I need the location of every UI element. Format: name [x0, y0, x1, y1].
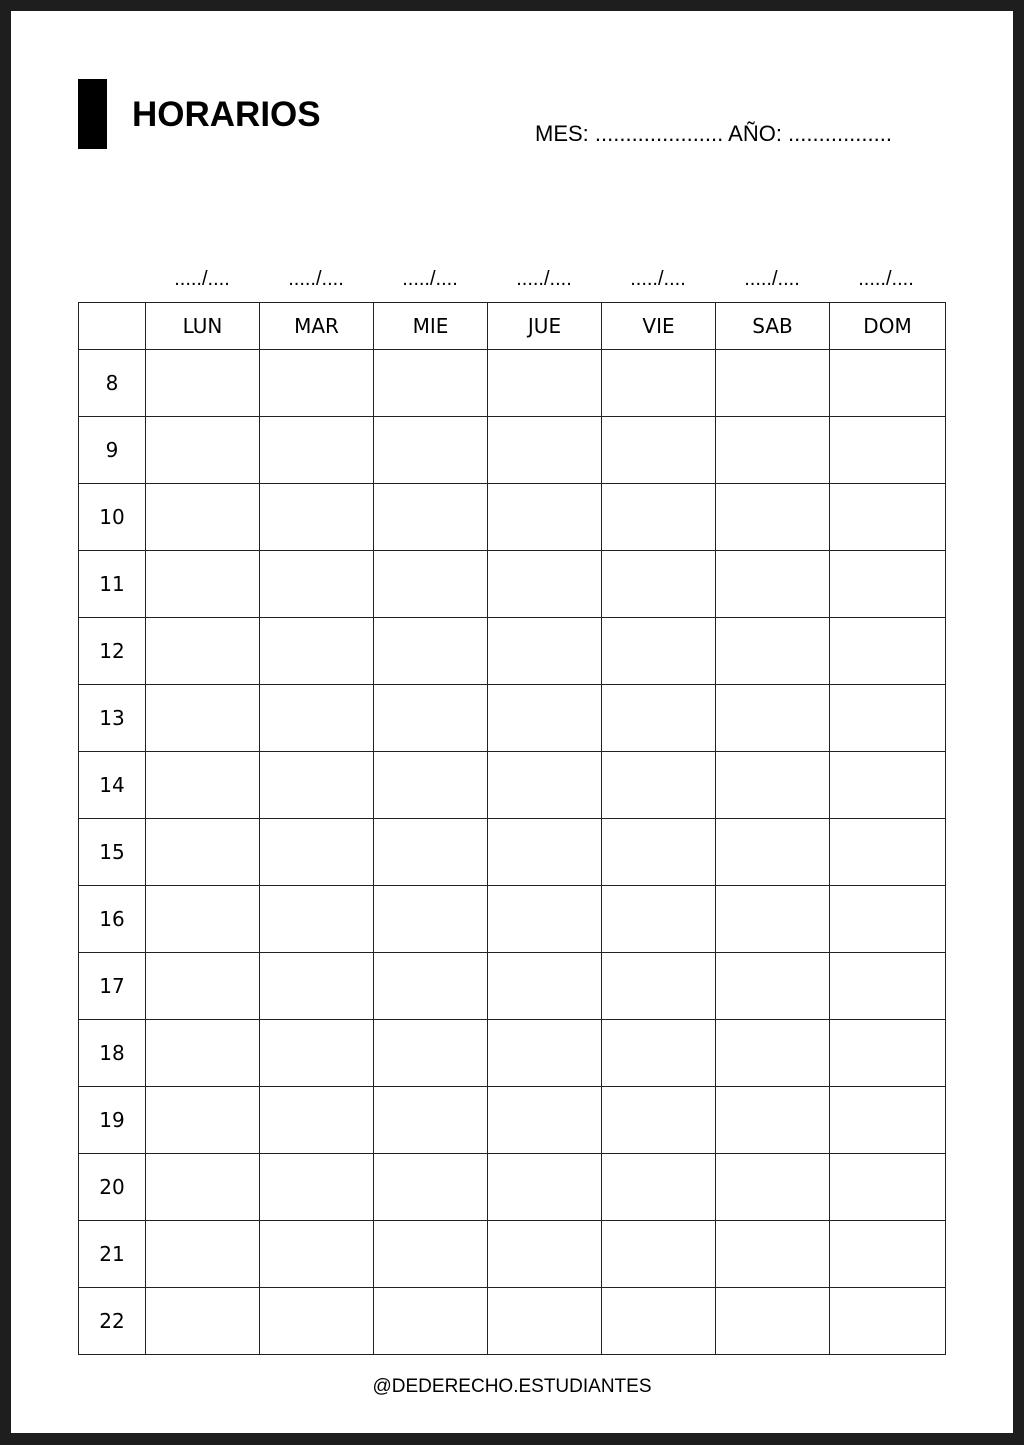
- hour-row: [79, 819, 946, 886]
- schedule-cell-mar[interactable]: [260, 685, 374, 752]
- page-title: HORARIOS: [132, 95, 321, 134]
- schedule-cell-lun[interactable]: [146, 819, 260, 886]
- schedule-cell-lun[interactable]: [146, 953, 260, 1020]
- schedule-cell-jue[interactable]: [488, 484, 602, 551]
- schedule-cell-dom[interactable]: [830, 1020, 946, 1087]
- schedule-cell-vie[interactable]: [602, 752, 716, 819]
- hour-row: [79, 1288, 946, 1355]
- schedule-cell-sab[interactable]: [716, 752, 830, 819]
- hour-label: 22: [79, 1288, 146, 1355]
- schedule-cell-vie[interactable]: [602, 1087, 716, 1154]
- schedule-cell-mar[interactable]: [260, 1154, 374, 1221]
- hour-row: [79, 886, 946, 953]
- schedule-cell-sab[interactable]: [716, 685, 830, 752]
- schedule-cell-sab[interactable]: [716, 350, 830, 417]
- schedule-cell-vie[interactable]: [602, 1154, 716, 1221]
- hour-label: 13: [79, 685, 146, 752]
- hour-label: 9: [79, 417, 146, 484]
- schedule-cell-lun[interactable]: [146, 1087, 260, 1154]
- day-header-lun: LUN: [146, 303, 260, 350]
- date-slot-sab[interactable]: ...../....: [744, 268, 800, 290]
- schedule-cell-mie[interactable]: [374, 886, 488, 953]
- schedule-cell-lun[interactable]: [146, 1221, 260, 1288]
- schedule-cell-lun[interactable]: [146, 350, 260, 417]
- schedule-cell-mie[interactable]: [374, 484, 488, 551]
- hour-label: 18: [79, 1020, 146, 1087]
- hour-row: [79, 551, 946, 618]
- schedule-cell-lun[interactable]: [146, 1020, 260, 1087]
- hour-row: [79, 1087, 946, 1154]
- schedule-cell-mie[interactable]: [374, 618, 488, 685]
- schedule-cell-vie[interactable]: [602, 886, 716, 953]
- schedule-cell-mar[interactable]: [260, 417, 374, 484]
- date-slot-dom[interactable]: ...../....: [858, 268, 914, 290]
- schedule-cell-jue[interactable]: [488, 953, 602, 1020]
- schedule-cell-jue[interactable]: [488, 886, 602, 953]
- schedule-cell-sab[interactable]: [716, 1221, 830, 1288]
- schedule-cell-dom[interactable]: [830, 484, 946, 551]
- date-slot-lun[interactable]: ...../....: [174, 268, 230, 290]
- schedule-cell-jue[interactable]: [488, 1020, 602, 1087]
- schedule-cell-dom[interactable]: [830, 1154, 946, 1221]
- hour-label: 20: [79, 1154, 146, 1221]
- schedule-cell-lun[interactable]: [146, 886, 260, 953]
- date-slot-jue[interactable]: ...../....: [516, 268, 572, 290]
- schedule-cell-mie[interactable]: [374, 1221, 488, 1288]
- schedule-cell-dom[interactable]: [830, 685, 946, 752]
- day-header-sab: SAB: [716, 303, 830, 350]
- schedule-cell-jue[interactable]: [488, 752, 602, 819]
- schedule-cell-mar[interactable]: [260, 953, 374, 1020]
- hour-row: [79, 1221, 946, 1288]
- schedule-cell-dom[interactable]: [830, 886, 946, 953]
- schedule-cell-mar[interactable]: [260, 819, 374, 886]
- schedule-cell-mie[interactable]: [374, 953, 488, 1020]
- schedule-cell-jue[interactable]: [488, 1087, 602, 1154]
- hour-row: [79, 752, 946, 819]
- schedule-cell-mie[interactable]: [374, 1087, 488, 1154]
- schedule-cell-dom[interactable]: [830, 752, 946, 819]
- schedule-cell-lun[interactable]: [146, 752, 260, 819]
- schedule-cell-dom[interactable]: [830, 1087, 946, 1154]
- schedule-cell-vie[interactable]: [602, 819, 716, 886]
- schedule-cell-vie[interactable]: [602, 1221, 716, 1288]
- hour-row: [79, 350, 946, 417]
- schedule-cell-vie[interactable]: [602, 1020, 716, 1087]
- hour-row: [79, 417, 946, 484]
- schedule-cell-vie[interactable]: [602, 484, 716, 551]
- schedule-cell-jue[interactable]: [488, 685, 602, 752]
- hour-row: [79, 484, 946, 551]
- schedule-cell-sab[interactable]: [716, 886, 830, 953]
- schedule-cell-sab[interactable]: [716, 484, 830, 551]
- schedule-cell-sab[interactable]: [716, 551, 830, 618]
- schedule-cell-vie[interactable]: [602, 953, 716, 1020]
- schedule-cell-mie[interactable]: [374, 1020, 488, 1087]
- schedule-cell-vie[interactable]: [602, 350, 716, 417]
- schedule-cell-mie[interactable]: [374, 685, 488, 752]
- day-header-mie: MIE: [374, 303, 488, 350]
- schedule-cell-vie[interactable]: [602, 618, 716, 685]
- day-header-mar: MAR: [260, 303, 374, 350]
- month-year-field: MES: ..................... AÑO: .................: [535, 121, 892, 146]
- schedule-cell-sab[interactable]: [716, 1087, 830, 1154]
- schedule-cell-jue[interactable]: [488, 1288, 602, 1355]
- schedule-cell-vie[interactable]: [602, 685, 716, 752]
- schedule-cell-vie[interactable]: [602, 551, 716, 618]
- schedule-cell-lun[interactable]: [146, 484, 260, 551]
- schedule-cell-lun[interactable]: [146, 618, 260, 685]
- schedule-cell-dom[interactable]: [830, 417, 946, 484]
- date-slot-mie[interactable]: ...../....: [402, 268, 458, 290]
- hour-row: [79, 1020, 946, 1087]
- corner-cell: [79, 303, 146, 350]
- schedule-cell-mar[interactable]: [260, 551, 374, 618]
- schedule-cell-jue[interactable]: [488, 1154, 602, 1221]
- schedule-cell-jue[interactable]: [488, 618, 602, 685]
- day-header-row: [79, 303, 946, 350]
- day-header-jue: JUE: [488, 303, 602, 350]
- schedule-cell-dom[interactable]: [830, 350, 946, 417]
- schedule-cell-mie[interactable]: [374, 752, 488, 819]
- hour-label: 19: [79, 1087, 146, 1154]
- schedule-cell-sab[interactable]: [716, 417, 830, 484]
- schedule-cell-mar[interactable]: [260, 886, 374, 953]
- hour-row: [79, 685, 946, 752]
- schedule-cell-sab[interactable]: [716, 1154, 830, 1221]
- schedule-cell-dom[interactable]: [830, 1221, 946, 1288]
- date-slot-mar[interactable]: ...../....: [288, 268, 344, 290]
- schedule-cell-lun[interactable]: [146, 1288, 260, 1355]
- schedule-cell-jue[interactable]: [488, 551, 602, 618]
- hour-label: 16: [79, 886, 146, 953]
- schedule-cell-dom[interactable]: [830, 819, 946, 886]
- day-header-dom: DOM: [830, 303, 946, 350]
- schedule-cell-lun[interactable]: [146, 551, 260, 618]
- schedule-cell-mie[interactable]: [374, 551, 488, 618]
- schedule-cell-sab[interactable]: [716, 1288, 830, 1355]
- date-slot-vie[interactable]: ...../....: [630, 268, 686, 290]
- schedule-cell-jue[interactable]: [488, 1221, 602, 1288]
- schedule-cell-vie[interactable]: [602, 417, 716, 484]
- hour-label: 10: [79, 484, 146, 551]
- schedule-cell-dom[interactable]: [830, 953, 946, 1020]
- hour-row: [79, 618, 946, 685]
- schedule-cell-sab[interactable]: [716, 1020, 830, 1087]
- hour-row: [79, 953, 946, 1020]
- schedule-cell-mie[interactable]: [374, 350, 488, 417]
- schedule-cell-mar[interactable]: [260, 752, 374, 819]
- schedule-page: [11, 11, 1013, 1433]
- schedule-cell-mie[interactable]: [374, 1288, 488, 1355]
- schedule-cell-mar[interactable]: [260, 1221, 374, 1288]
- schedule-cell-dom[interactable]: [830, 551, 946, 618]
- hour-label: 11: [79, 551, 146, 618]
- title-accent-bar: [78, 79, 107, 149]
- schedule-cell-vie[interactable]: [602, 1288, 716, 1355]
- schedule-cell-dom[interactable]: [830, 1288, 946, 1355]
- hour-row: [79, 1154, 946, 1221]
- schedule-cell-jue[interactable]: [488, 417, 602, 484]
- hour-label: 12: [79, 618, 146, 685]
- schedule-cell-jue[interactable]: [488, 350, 602, 417]
- day-header-vie: VIE: [602, 303, 716, 350]
- schedule-cell-mar[interactable]: [260, 1288, 374, 1355]
- schedule-cell-mar[interactable]: [260, 1020, 374, 1087]
- schedule-cell-sab[interactable]: [716, 953, 830, 1020]
- schedule-cell-mar[interactable]: [260, 484, 374, 551]
- schedule-cell-dom[interactable]: [830, 618, 946, 685]
- schedule-cell-mie[interactable]: [374, 417, 488, 484]
- schedule-cell-jue[interactable]: [488, 819, 602, 886]
- hour-label: 14: [79, 752, 146, 819]
- hour-label: 15: [79, 819, 146, 886]
- schedule-cell-mar[interactable]: [260, 1087, 374, 1154]
- schedule-table: [78, 302, 946, 1355]
- schedule-cell-sab[interactable]: [716, 819, 830, 886]
- schedule-cell-lun[interactable]: [146, 1154, 260, 1221]
- schedule-cell-mar[interactable]: [260, 350, 374, 417]
- schedule-cell-mar[interactable]: [260, 618, 374, 685]
- schedule-cell-mie[interactable]: [374, 1154, 488, 1221]
- hour-label: 21: [79, 1221, 146, 1288]
- footer-handle: @DEDERECHO.ESTUDIANTES: [372, 1376, 652, 1397]
- schedule-cell-sab[interactable]: [716, 618, 830, 685]
- hour-label: 17: [79, 953, 146, 1020]
- schedule-cell-lun[interactable]: [146, 417, 260, 484]
- hour-label: 8: [79, 350, 146, 417]
- schedule-cell-mie[interactable]: [374, 819, 488, 886]
- schedule-cell-lun[interactable]: [146, 685, 260, 752]
